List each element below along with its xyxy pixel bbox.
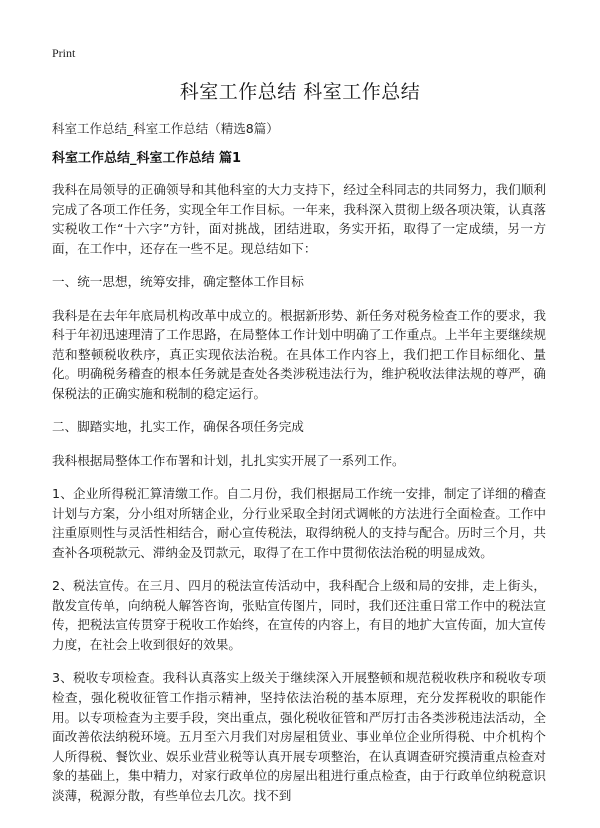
body-subheading-1: 一、统一思想，统筹安排，确定整体工作目标	[52, 274, 304, 290]
body-paragraph-6: 2、税法宣传。在三月、四月的税法宣传活动中，我科配合上级和局的安排，走上街头，散发宣传单，向纳税人解答咨询，张贴宣传图片，同时，我们还注重日常工作中的税法宣传，把税法宣传贯穿于税收工作始终，在宣传的内容上，有目的地扩大宣传面，加大宣传力度，在社会上收到很好的效果。	[52, 578, 546, 653]
document-subtitle: 科室工作总结_科室工作总结（精选8篇）	[52, 121, 279, 136]
document-body	[52, 180, 546, 819]
print-link[interactable]: Print	[52, 46, 76, 60]
section-heading: 科室工作总结_科室工作总结 篇1	[52, 151, 242, 166]
body-paragraph-7: 3、税收专项检查。我科认真落实上级关于继续深入开展整顿和规范税收秩序和税收专项检查，强化税收征管工作指示精神，坚持依法治税的基本原理，充分发挥税收的职能作用。以专项检查为主要手段，突出重点，强化税收征管和严厉打击各类涉税违法活动，全面改善依法纳税环境。五月至六月我们对房屋租赁业、事业单位企业所得税、中介机构个人所得税、餐饮业、娱乐业营业税等认真开展专项整治，在认真调查研究摸清重点检查对象的基础上，集中精力，对家行政单位的房屋出租进行重点检查，由于行政单位纳税意识淡薄，税源分散，有些单位去几次。找不到	[52, 670, 546, 804]
body-subheading-2: 二、脚踏实地，扎实工作，确保各项任务完成	[52, 419, 304, 435]
body-paragraph-5: 1、企业所得税汇算清缴工作。自二月份，我们根据局工作统一安排，制定了详细的稽查计划与方案，分小组对所辖企业，分行业采取全封闭式调帐的方法进行全面检查。工作中注重原则性与灵活性相结合，耐心宣传税法，取得纳税人的支持与配合。历时三个月，共查补各项税款元、滞纳金及罚款元，取得了在工作中贯彻依法治税的明显成效。	[52, 486, 546, 560]
document-title: 科室工作总结 科室工作总结	[179, 81, 421, 103]
body-paragraph-4: 我科根据局整体工作布署和计划，扎扎实实开展了一系列工作。	[52, 452, 405, 468]
body-paragraph-intro: 我科在局领导的正确领导和其他科室的大力支持下，经过全科同志的共同努力，我们顺利完成了各项工作任务，实现全年工作目标。一年来，我科深入贯彻上级各项决策，认真落实税收工作“十六字”方针，面对挑战，团结进取，务实开拓，取得了一定成绩，另一方面，在工作中，还存在一些不足。现总结如下：	[52, 182, 546, 256]
body-paragraph-2: 我科是在去年年底局机构改革中成立的。根据新形势、新任务对税务检查工作的要求，我科于年初迅速理清了工作思路，在局整体工作计划中明确了工作重点。上半年主要继续规范和整顿税收秩序，真正实现依法治税。在具体工作内容上，我们把工作目标细化、量化。明确税务稽查的根本任务就是查处各类涉税违法行为，维护税收法律法规的尊严，确保税法的正确实施和税制的稳定运行。	[52, 307, 546, 401]
